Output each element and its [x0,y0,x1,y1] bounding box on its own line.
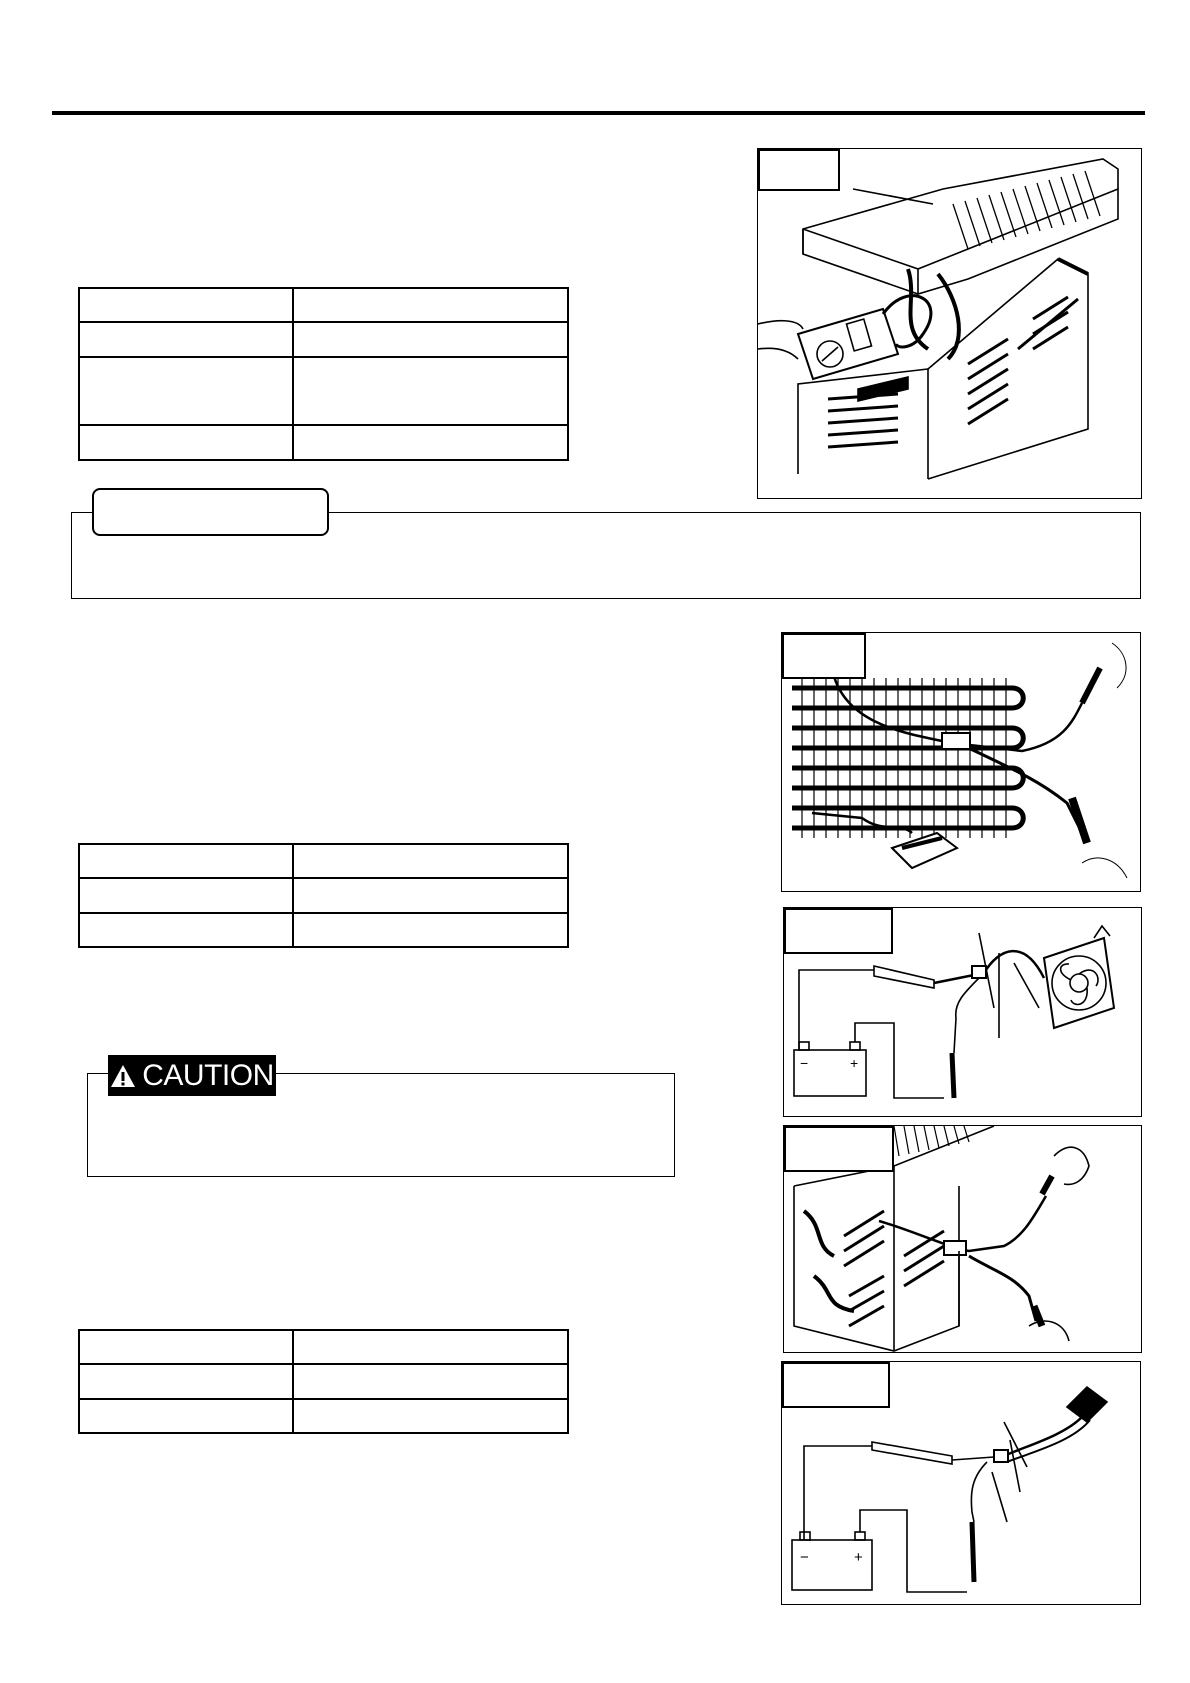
table-cell [79,357,293,425]
note-tab [92,488,329,536]
figure-4-thermistor-probe [783,1125,1142,1353]
spec-table-2 [78,843,569,948]
warning-triangle-icon [110,1064,136,1088]
table-row [79,288,568,322]
battery-plus-sign: + [850,1055,859,1071]
table-cell [79,1364,293,1399]
figure-5-thermistor-battery [781,1361,1141,1605]
table-row [79,1399,568,1433]
figure-3-label-box [784,908,893,954]
table-cell [79,1399,293,1433]
battery-plus-sign: + [854,1549,863,1566]
table-row [79,1364,568,1399]
figure-1-clamp-meter [757,148,1142,499]
page-header-rule [52,111,1145,115]
figure-5-label-box [782,1362,890,1408]
battery-minus-sign: − [800,1549,809,1566]
table-cell [293,1330,568,1364]
table-cell [293,322,568,357]
table-cell [79,913,293,947]
caution-badge [108,1055,276,1096]
figure-4-label-box [784,1126,894,1172]
table-cell [79,425,293,460]
table-cell [293,913,568,947]
table-row [79,844,568,878]
table-row [79,1330,568,1364]
figure-3-fan-battery [783,907,1142,1117]
table-row [79,425,568,460]
clamp-meter-illustration [758,149,1141,498]
spec-table-3 [78,1329,569,1434]
figure-2-condenser-probe [781,632,1141,892]
table-cell [293,357,568,425]
figure-2-label-box [782,633,866,679]
table-row [79,357,568,425]
table-cell [293,1399,568,1433]
table-cell [293,288,568,322]
table-cell [79,1330,293,1364]
figure-1-label-box [758,149,840,191]
table-cell [293,1364,568,1399]
table-cell [293,878,568,913]
caution-label: CAUTION [142,1058,274,1092]
spec-table-1 [78,287,569,461]
table-cell [79,322,293,357]
table-row [79,878,568,913]
table-row [79,913,568,947]
battery-minus-sign: − [800,1055,809,1071]
table-cell [79,878,293,913]
table-cell [293,844,568,878]
table-cell [79,844,293,878]
table-cell [79,288,293,322]
table-row [79,322,568,357]
table-cell [293,425,568,460]
